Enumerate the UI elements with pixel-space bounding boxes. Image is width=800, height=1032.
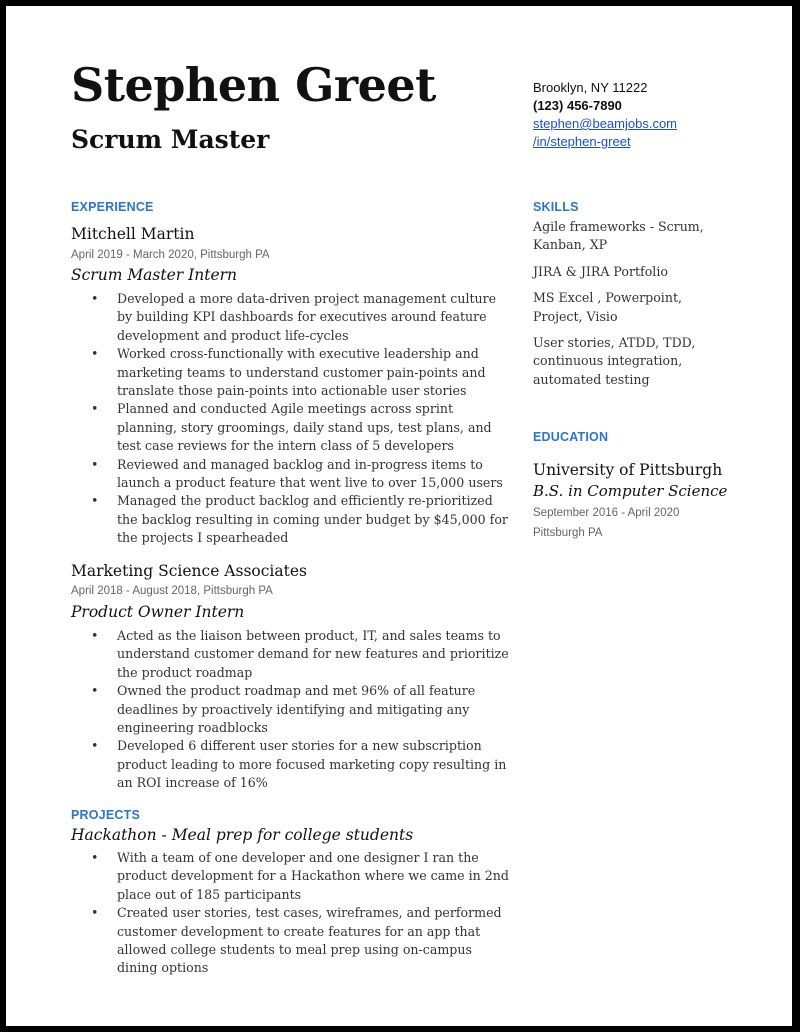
job-meta: April 2018 - August 2018, Pittsburgh PA bbox=[71, 585, 273, 597]
job-company: Marketing Science Associates bbox=[71, 562, 307, 580]
list-item: • Planned and conducted Agile meetings across sprint planning, story groomings, daily stand ups, test plans, and test case reviews for the intern class of 5 developers bbox=[71, 400, 511, 455]
skill-item: Agile frameworks - Scrum, Kanban, XP bbox=[533, 219, 704, 253]
list-item: • Owned the product roadmap and met 96% of all feature deadlines by proactively identifying and mitigating any engineering roadblocks bbox=[71, 682, 511, 737]
projects-heading: PROJECTS bbox=[71, 808, 140, 822]
job-title: Product Owner Intern bbox=[71, 603, 245, 621]
list-item: • Created user stories, test cases, wireframes, and performed customer development to create features for an app that allowed college students to meal prep using on-campus dining options bbox=[71, 904, 511, 978]
resume-page bbox=[6, 6, 792, 1026]
education-location: Pittsburgh PA bbox=[533, 527, 603, 539]
phone-text: (123) 456-7890 bbox=[533, 98, 622, 113]
job-bullets bbox=[71, 290, 511, 548]
email-link[interactable]: stephen@beamjobs.com bbox=[533, 116, 677, 131]
job-company: Mitchell Martin bbox=[71, 225, 195, 243]
candidate-name: Stephen Greet bbox=[71, 58, 436, 112]
skill-item: JIRA & JIRA Portfolio bbox=[533, 263, 668, 279]
education-school: University of Pittsburgh bbox=[533, 461, 723, 479]
education-degree: B.S. in Computer Science bbox=[533, 482, 728, 500]
education-heading: EDUCATION bbox=[533, 430, 609, 444]
skill-item: MS Excel , Powerpoint, Project, Visio bbox=[533, 290, 683, 324]
skills-heading: SKILLS bbox=[533, 200, 579, 214]
skill-item: User stories, ATDD, TDD, continuous integration, automated testing bbox=[533, 335, 696, 387]
education-dates: September 2016 - April 2020 bbox=[533, 507, 680, 519]
candidate-role: Scrum Master bbox=[71, 125, 270, 154]
linkedin-link[interactable]: /in/stephen-greet bbox=[533, 134, 631, 149]
contact-block bbox=[533, 79, 677, 151]
list-item: • Worked cross-functionally with executive leadership and marketing teams to understand customer pain-points and translate those pain-points into actionable user stories bbox=[71, 345, 511, 400]
location-text: Brooklyn, NY 11222 bbox=[533, 80, 648, 95]
list-item: • Developed 6 different user stories for a new subscription product leading to more focused marketing copy resulting in an ROI increase of 16% bbox=[71, 737, 511, 792]
list-item: • Managed the product backlog and efficiently re-prioritized the backlog resulting in coming under budget by $45,000 for the projects I spearheaded bbox=[71, 492, 511, 547]
list-item: • Developed a more data-driven project management culture by building KPI dashboards for executives around feature development and product life-cycles bbox=[71, 290, 511, 345]
list-item: • With a team of one developer and one designer I ran the product development for a Hackathon where we came in 2nd place out of 185 participants bbox=[71, 849, 511, 904]
skills-list bbox=[533, 218, 708, 397]
list-item: • Acted as the liaison between product, IT, and sales teams to understand customer demand for new features and prioritize the product roadmap bbox=[71, 627, 511, 682]
list-item: • Reviewed and managed backlog and in-progress items to launch a product feature that went live to over 15,000 users bbox=[71, 456, 511, 493]
job-meta: April 2019 - March 2020, Pittsburgh PA bbox=[71, 249, 270, 261]
project-title: Hackathon - Meal prep for college students bbox=[71, 826, 414, 844]
job-title: Scrum Master Intern bbox=[71, 266, 238, 284]
project-bullets bbox=[71, 849, 511, 978]
experience-heading: EXPERIENCE bbox=[71, 200, 154, 214]
job-bullets bbox=[71, 627, 511, 793]
